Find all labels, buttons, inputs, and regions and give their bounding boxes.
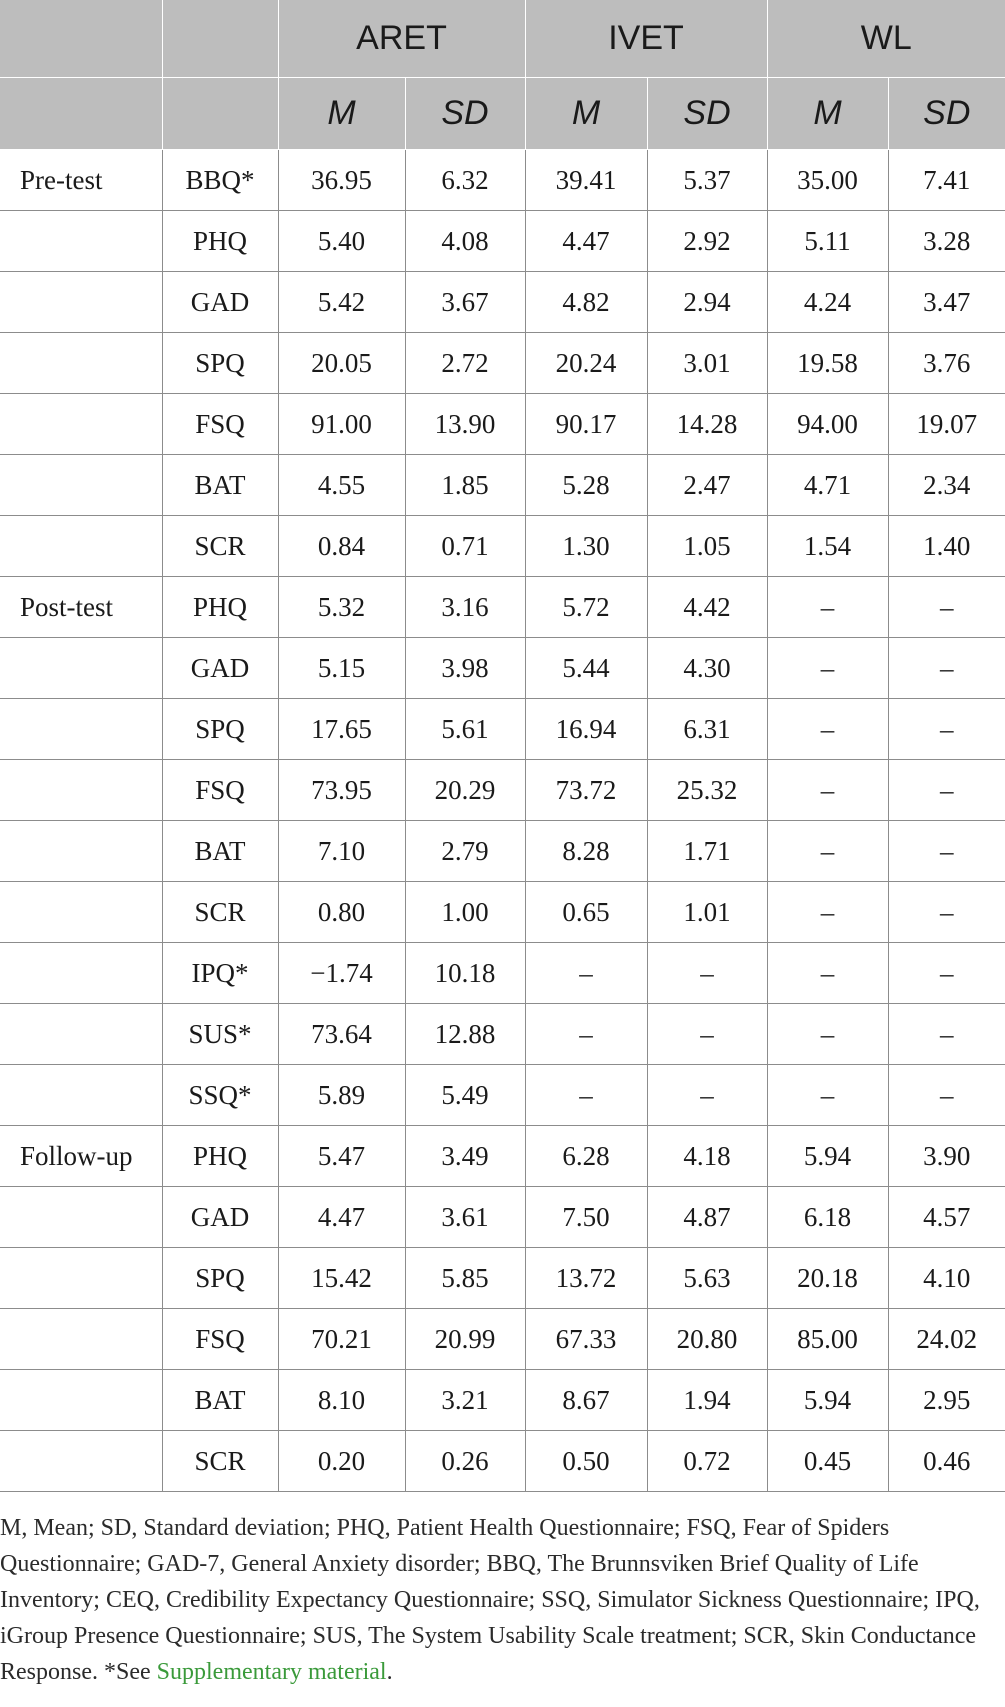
measure-label: SCR	[162, 1431, 278, 1492]
subheader-blank-phase	[0, 78, 162, 150]
value-cell: 4.30	[647, 638, 767, 699]
phase-blank	[0, 638, 162, 699]
measure-label: SCR	[162, 516, 278, 577]
value-cell: 1.00	[405, 882, 525, 943]
table-row	[0, 1126, 1005, 1187]
phase-label: Pre-test	[0, 150, 162, 211]
phase-blank	[0, 1004, 162, 1065]
table-footnote	[0, 1510, 1000, 1690]
value-cell: 5.11	[767, 211, 888, 272]
value-cell: 1.85	[405, 455, 525, 516]
value-cell: 0.46	[888, 1431, 1005, 1492]
subheader-aret-m: M	[278, 78, 405, 150]
phase-blank	[0, 1431, 162, 1492]
value-cell: 91.00	[278, 394, 405, 455]
value-cell: 0.65	[525, 882, 647, 943]
header-blank-measure	[162, 0, 278, 78]
value-cell: –	[767, 1065, 888, 1126]
phase-blank	[0, 760, 162, 821]
measure-label: BAT	[162, 821, 278, 882]
value-cell: 4.47	[278, 1187, 405, 1248]
value-cell: 3.16	[405, 577, 525, 638]
value-cell: 2.72	[405, 333, 525, 394]
value-cell: 19.58	[767, 333, 888, 394]
value-cell: 3.76	[888, 333, 1005, 394]
measure-label: FSQ	[162, 1309, 278, 1370]
value-cell: 7.10	[278, 821, 405, 882]
footnote-text: M, Mean; SD, Standard deviation; PHQ, Patient Health Questionnaire; FSQ, Fear of Spiders Questionnaire; GAD-7, General Anxiety disorder; BBQ, The Brunnsviken Brief Quality of Life Inventory; CEQ, Credibility Expectancy Questionnaire; SSQ, Simulator Sickness Questionnaire; IPQ, iGroup Presence Questionnaire; SUS, The System Usability Scale treatment; SCR, Skin Conductance Response. *See	[0, 1515, 980, 1685]
value-cell: 5.94	[767, 1126, 888, 1187]
value-cell: 0.72	[647, 1431, 767, 1492]
value-cell: 3.67	[405, 272, 525, 333]
value-cell: 5.63	[647, 1248, 767, 1309]
phase-blank	[0, 1187, 162, 1248]
value-cell: 4.08	[405, 211, 525, 272]
value-cell: 4.82	[525, 272, 647, 333]
table-row	[0, 1065, 1005, 1126]
value-cell: –	[888, 821, 1005, 882]
value-cell: 5.61	[405, 699, 525, 760]
value-cell: 15.42	[278, 1248, 405, 1309]
value-cell: 4.71	[767, 455, 888, 516]
value-cell: 70.21	[278, 1309, 405, 1370]
table-body	[0, 150, 1005, 1492]
value-cell: 1.01	[647, 882, 767, 943]
measure-label: SCR	[162, 882, 278, 943]
value-cell: 3.21	[405, 1370, 525, 1431]
value-cell: –	[767, 577, 888, 638]
subheader-row	[0, 78, 1005, 150]
subheader-wl-sd: SD	[888, 78, 1005, 150]
subheader-ivet-m: M	[525, 78, 647, 150]
value-cell: 73.64	[278, 1004, 405, 1065]
phase-label: Follow-up	[0, 1126, 162, 1187]
value-cell: 0.80	[278, 882, 405, 943]
value-cell: 20.29	[405, 760, 525, 821]
value-cell: 8.10	[278, 1370, 405, 1431]
value-cell: 6.28	[525, 1126, 647, 1187]
value-cell: 13.72	[525, 1248, 647, 1309]
value-cell: 3.98	[405, 638, 525, 699]
table-row	[0, 699, 1005, 760]
value-cell: 0.50	[525, 1431, 647, 1492]
measure-label: IPQ*	[162, 943, 278, 1004]
value-cell: –	[888, 638, 1005, 699]
value-cell: –	[767, 1004, 888, 1065]
value-cell: 73.72	[525, 760, 647, 821]
table-row	[0, 1004, 1005, 1065]
table-row	[0, 1370, 1005, 1431]
value-cell: 2.95	[888, 1370, 1005, 1431]
footnote-end: .	[386, 1659, 393, 1685]
table-row	[0, 1431, 1005, 1492]
value-cell: 6.18	[767, 1187, 888, 1248]
phase-blank	[0, 272, 162, 333]
phase-blank	[0, 1309, 162, 1370]
value-cell: 5.32	[278, 577, 405, 638]
supplementary-material-link[interactable]: Supplementary material	[156, 1659, 387, 1685]
subheader-blank-measure	[162, 78, 278, 150]
value-cell: −1.74	[278, 943, 405, 1004]
measure-label: SPQ	[162, 1248, 278, 1309]
value-cell: –	[888, 1065, 1005, 1126]
table-row	[0, 821, 1005, 882]
value-cell: 0.71	[405, 516, 525, 577]
table-row	[0, 1309, 1005, 1370]
value-cell: 3.90	[888, 1126, 1005, 1187]
measure-label: PHQ	[162, 1126, 278, 1187]
measure-label: SPQ	[162, 699, 278, 760]
phase-blank	[0, 882, 162, 943]
phase-blank	[0, 333, 162, 394]
phase-blank	[0, 211, 162, 272]
value-cell: 6.32	[405, 150, 525, 211]
value-cell: 5.42	[278, 272, 405, 333]
phase-blank	[0, 516, 162, 577]
value-cell: 4.10	[888, 1248, 1005, 1309]
value-cell: 2.34	[888, 455, 1005, 516]
value-cell: 3.28	[888, 211, 1005, 272]
table-row	[0, 394, 1005, 455]
value-cell: –	[525, 1004, 647, 1065]
measure-label: GAD	[162, 272, 278, 333]
group-header-row	[0, 0, 1005, 78]
value-cell: 20.80	[647, 1309, 767, 1370]
value-cell: –	[767, 760, 888, 821]
value-cell: 20.05	[278, 333, 405, 394]
value-cell: 4.55	[278, 455, 405, 516]
subheader-aret-sd: SD	[405, 78, 525, 150]
value-cell: 4.57	[888, 1187, 1005, 1248]
measure-label: BBQ*	[162, 150, 278, 211]
value-cell: 2.79	[405, 821, 525, 882]
value-cell: 0.20	[278, 1431, 405, 1492]
measure-label: SPQ	[162, 333, 278, 394]
value-cell: –	[767, 638, 888, 699]
value-cell: –	[888, 760, 1005, 821]
value-cell: –	[767, 882, 888, 943]
value-cell: 20.18	[767, 1248, 888, 1309]
value-cell: 5.37	[647, 150, 767, 211]
value-cell: –	[888, 882, 1005, 943]
table-row	[0, 211, 1005, 272]
value-cell: –	[767, 943, 888, 1004]
value-cell: 12.88	[405, 1004, 525, 1065]
value-cell: –	[525, 1065, 647, 1126]
value-cell: 5.85	[405, 1248, 525, 1309]
phase-label: Post-test	[0, 577, 162, 638]
subheader-wl-m: M	[767, 78, 888, 150]
value-cell: 14.28	[647, 394, 767, 455]
table-row	[0, 882, 1005, 943]
value-cell: –	[888, 943, 1005, 1004]
value-cell: 1.30	[525, 516, 647, 577]
value-cell: 3.47	[888, 272, 1005, 333]
table-row	[0, 1248, 1005, 1309]
header-blank-phase	[0, 0, 162, 78]
value-cell: 2.47	[647, 455, 767, 516]
value-cell: 3.61	[405, 1187, 525, 1248]
measure-label: SUS*	[162, 1004, 278, 1065]
value-cell: 1.71	[647, 821, 767, 882]
value-cell: –	[647, 943, 767, 1004]
table-row	[0, 333, 1005, 394]
value-cell: –	[767, 821, 888, 882]
table-header	[0, 0, 1005, 150]
value-cell: 24.02	[888, 1309, 1005, 1370]
group-header-ivet: IVET	[525, 0, 767, 78]
table-row	[0, 577, 1005, 638]
measure-label: PHQ	[162, 211, 278, 272]
value-cell: 39.41	[525, 150, 647, 211]
table-row	[0, 638, 1005, 699]
value-cell: 35.00	[767, 150, 888, 211]
value-cell: 5.28	[525, 455, 647, 516]
value-cell: 85.00	[767, 1309, 888, 1370]
value-cell: 1.94	[647, 1370, 767, 1431]
value-cell: 90.17	[525, 394, 647, 455]
value-cell: 5.15	[278, 638, 405, 699]
value-cell: 17.65	[278, 699, 405, 760]
value-cell: –	[525, 943, 647, 1004]
value-cell: 19.07	[888, 394, 1005, 455]
value-cell: –	[767, 699, 888, 760]
value-cell: 10.18	[405, 943, 525, 1004]
value-cell: 4.42	[647, 577, 767, 638]
value-cell: 8.28	[525, 821, 647, 882]
value-cell: 1.40	[888, 516, 1005, 577]
group-header-aret: ARET	[278, 0, 525, 78]
value-cell: 0.84	[278, 516, 405, 577]
value-cell: –	[888, 699, 1005, 760]
value-cell: 25.32	[647, 760, 767, 821]
value-cell: 2.94	[647, 272, 767, 333]
value-cell: 7.50	[525, 1187, 647, 1248]
value-cell: 5.89	[278, 1065, 405, 1126]
value-cell: –	[647, 1065, 767, 1126]
value-cell: 4.47	[525, 211, 647, 272]
phase-blank	[0, 1370, 162, 1431]
measure-label: BAT	[162, 455, 278, 516]
value-cell: 4.87	[647, 1187, 767, 1248]
value-cell: 5.40	[278, 211, 405, 272]
subheader-ivet-sd: SD	[647, 78, 767, 150]
measure-label: PHQ	[162, 577, 278, 638]
value-cell: 20.99	[405, 1309, 525, 1370]
value-cell: 36.95	[278, 150, 405, 211]
value-cell: 7.41	[888, 150, 1005, 211]
value-cell: 6.31	[647, 699, 767, 760]
value-cell: 73.95	[278, 760, 405, 821]
phase-blank	[0, 1248, 162, 1309]
measure-label: FSQ	[162, 394, 278, 455]
value-cell: –	[888, 577, 1005, 638]
phase-blank	[0, 943, 162, 1004]
value-cell: 20.24	[525, 333, 647, 394]
value-cell: 8.67	[525, 1370, 647, 1431]
value-cell: 67.33	[525, 1309, 647, 1370]
phase-blank	[0, 455, 162, 516]
table-row	[0, 150, 1005, 211]
value-cell: 1.54	[767, 516, 888, 577]
table-row	[0, 760, 1005, 821]
value-cell: 0.26	[405, 1431, 525, 1492]
measure-label: BAT	[162, 1370, 278, 1431]
value-cell: 5.47	[278, 1126, 405, 1187]
value-cell: 5.44	[525, 638, 647, 699]
measure-label: FSQ	[162, 760, 278, 821]
value-cell: 94.00	[767, 394, 888, 455]
phase-blank	[0, 821, 162, 882]
value-cell: 5.49	[405, 1065, 525, 1126]
value-cell: 16.94	[525, 699, 647, 760]
table-row	[0, 1187, 1005, 1248]
value-cell: 13.90	[405, 394, 525, 455]
measure-label: GAD	[162, 1187, 278, 1248]
value-cell: 0.45	[767, 1431, 888, 1492]
table-row	[0, 943, 1005, 1004]
table-row	[0, 455, 1005, 516]
measure-label: SSQ*	[162, 1065, 278, 1126]
value-cell: 4.24	[767, 272, 888, 333]
table-row	[0, 272, 1005, 333]
group-header-wl: WL	[767, 0, 1005, 78]
value-cell: 3.01	[647, 333, 767, 394]
value-cell: 5.94	[767, 1370, 888, 1431]
phase-blank	[0, 1065, 162, 1126]
measure-label: GAD	[162, 638, 278, 699]
value-cell: 3.49	[405, 1126, 525, 1187]
value-cell: 4.18	[647, 1126, 767, 1187]
phase-blank	[0, 394, 162, 455]
value-cell: 1.05	[647, 516, 767, 577]
value-cell: –	[888, 1004, 1005, 1065]
phase-blank	[0, 699, 162, 760]
value-cell: 2.92	[647, 211, 767, 272]
table-row	[0, 516, 1005, 577]
value-cell: –	[647, 1004, 767, 1065]
value-cell: 5.72	[525, 577, 647, 638]
